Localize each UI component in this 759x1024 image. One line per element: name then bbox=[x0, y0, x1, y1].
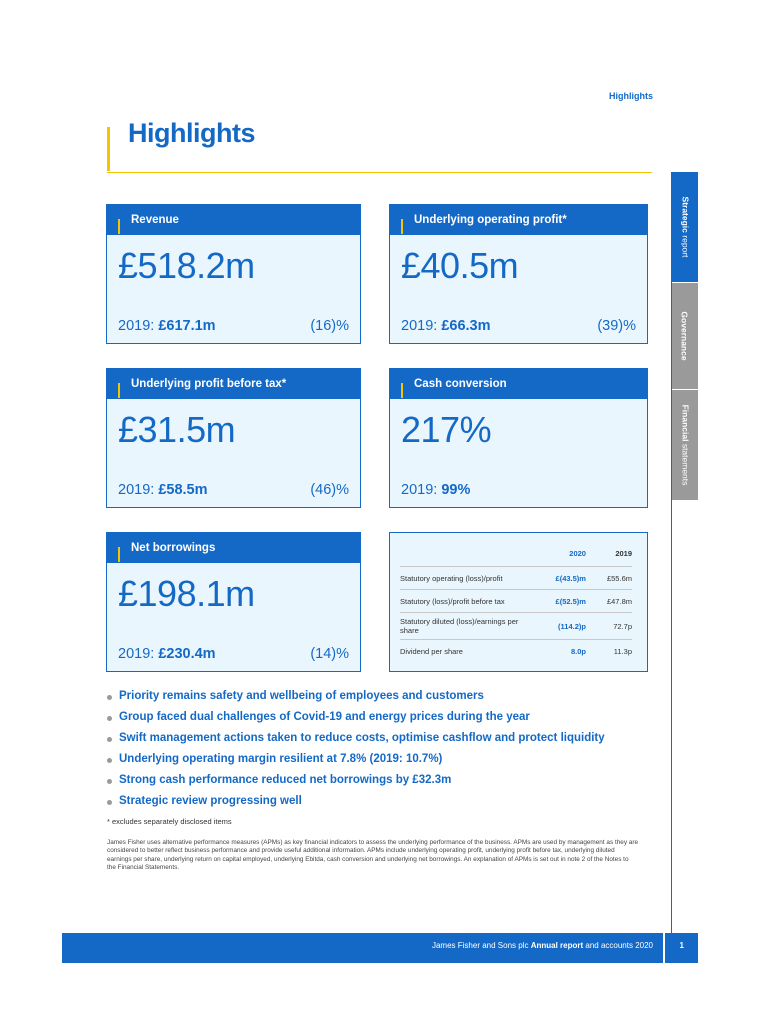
footer-company: James Fisher and Sons plc bbox=[431, 941, 531, 950]
prior-prefix: 2019: bbox=[118, 646, 159, 662]
kpi-label: Underlying operating profit* bbox=[414, 214, 567, 226]
kpi-change: (46)% bbox=[310, 482, 349, 498]
prior-value: £617.1m bbox=[158, 318, 216, 334]
table-row bbox=[400, 567, 632, 590]
kpi-card-cash-conversion bbox=[389, 368, 648, 508]
column-header-2019: 2019 bbox=[615, 549, 632, 558]
bullet-text: Strong cash performance reduced net borrowings by £32.3m bbox=[119, 774, 452, 786]
list-item bbox=[107, 711, 652, 732]
kpi-label: Underlying profit before tax* bbox=[131, 378, 287, 390]
kpi-prior-year bbox=[118, 318, 216, 334]
table-row bbox=[400, 613, 632, 640]
table-header-blank bbox=[400, 547, 530, 567]
bullet-text: Strategic review progressing well bbox=[119, 795, 302, 807]
row-label: Statutory diluted (loss)/earnings per share bbox=[400, 613, 530, 640]
prior-value: 99% bbox=[441, 482, 471, 498]
statutory-results-table bbox=[400, 547, 632, 662]
bullet-text: Priority remains safety and wellbeing of employees and customers bbox=[119, 690, 484, 702]
prior-prefix: 2019: bbox=[401, 318, 442, 334]
kpi-change: (14)% bbox=[310, 646, 349, 662]
kpi-card-header bbox=[390, 369, 647, 399]
row-value-2019: 72.7p bbox=[586, 613, 632, 640]
list-item bbox=[107, 753, 652, 774]
kpi-card-header bbox=[390, 205, 647, 235]
kpi-card-revenue bbox=[106, 204, 361, 344]
tab-governance-bold: Governance bbox=[680, 311, 691, 361]
title-accent-bar bbox=[107, 127, 110, 171]
page-title: Highlights bbox=[128, 118, 255, 148]
prior-value: £66.3m bbox=[441, 318, 491, 334]
page-number: 1 bbox=[679, 941, 684, 950]
footer-report-bold: Annual report bbox=[530, 941, 584, 950]
kpi-card-net-borrowings bbox=[106, 532, 361, 672]
row-value-2020: (114.2)p bbox=[530, 613, 586, 640]
footer-report-rest: and accounts 2020 bbox=[583, 941, 653, 950]
row-value-2019: 11.3p bbox=[586, 640, 632, 663]
kpi-label: Revenue bbox=[131, 214, 179, 226]
bullet-dot-icon bbox=[107, 779, 112, 784]
prior-prefix: 2019: bbox=[118, 318, 159, 334]
list-item bbox=[107, 774, 652, 795]
kpi-card-underlying-profit-before-tax bbox=[106, 368, 361, 508]
footer-divider bbox=[663, 933, 665, 963]
header-accent-bar bbox=[401, 383, 403, 398]
bullet-text: Underlying operating margin resilient at 7.8% (2019: 10.7%) bbox=[119, 753, 443, 765]
row-label: Statutory operating (loss)/profit bbox=[400, 567, 530, 590]
kpi-card-header bbox=[107, 533, 360, 563]
list-item bbox=[107, 732, 652, 753]
bullet-dot-icon bbox=[107, 758, 112, 763]
tab-governance[interactable] bbox=[672, 282, 698, 389]
tab-financial-bold: Financial bbox=[680, 404, 690, 442]
kpi-value: £518.2m bbox=[118, 245, 255, 286]
list-item bbox=[107, 690, 652, 711]
header-accent-bar bbox=[118, 219, 120, 234]
highlights-bullet-list bbox=[107, 690, 652, 816]
section-label: Highlights bbox=[609, 91, 653, 101]
column-header-2020: 2020 bbox=[569, 549, 586, 558]
row-value-2020: 8.0p bbox=[530, 640, 586, 663]
header-accent-bar bbox=[118, 383, 120, 398]
tab-financial-statements[interactable] bbox=[672, 389, 698, 500]
bullet-dot-icon bbox=[107, 716, 112, 721]
row-value-2020: £(52.5)m bbox=[530, 590, 586, 613]
tab-strategic-rest: report bbox=[680, 232, 691, 258]
header-accent-bar bbox=[118, 547, 120, 562]
kpi-prior-year bbox=[118, 482, 208, 498]
bullet-dot-icon bbox=[107, 800, 112, 805]
row-label: Statutory (loss)/profit before tax bbox=[400, 590, 530, 613]
kpi-label: Net borrowings bbox=[131, 542, 216, 554]
bullet-dot-icon bbox=[107, 737, 112, 742]
bullet-text: Swift management actions taken to reduce costs, optimise cashflow and protect liquidity bbox=[119, 732, 605, 744]
table-row bbox=[400, 640, 632, 663]
kpi-card-underlying-operating-profit bbox=[389, 204, 648, 344]
footnote: * excludes separately disclosed items bbox=[107, 817, 232, 826]
row-value-2019: £55.6m bbox=[586, 567, 632, 590]
kpi-change: (39)% bbox=[597, 318, 636, 334]
kpi-card-header bbox=[107, 205, 360, 235]
statutory-results-card bbox=[389, 532, 648, 672]
row-label: Dividend per share bbox=[400, 640, 530, 663]
table-header-row bbox=[400, 547, 632, 567]
kpi-card-header bbox=[107, 369, 360, 399]
kpi-value: £31.5m bbox=[118, 409, 236, 450]
prior-value: £230.4m bbox=[158, 646, 216, 662]
tab-strategic-bold: Strategic bbox=[680, 196, 691, 233]
tab-strategic-report[interactable] bbox=[672, 172, 698, 282]
kpi-change: (16)% bbox=[310, 318, 349, 334]
apm-explanation: James Fisher uses alternative performance measures (APMs) as key financial indicators to assess the underlying performance of the business. APMs are used by management as they are considered to better reflect business performance and provide useful additional information. APMs include underlying operating profit, underlying profit before tax, underlying diluted earnings per share, underlying return on capital employed, underlying Ebitda, cash conversion and underlying net borrowings. An explanation of APMs is set out in note 2 of the Notes to the Financial Statements. bbox=[107, 839, 639, 872]
page-footer bbox=[62, 933, 698, 963]
kpi-value: £198.1m bbox=[118, 573, 255, 614]
list-item bbox=[107, 795, 652, 816]
header-accent-bar bbox=[401, 219, 403, 234]
row-value-2019: £47.8m bbox=[586, 590, 632, 613]
kpi-prior-year bbox=[401, 482, 470, 498]
kpi-value: 217% bbox=[401, 409, 492, 450]
footer-publication bbox=[432, 941, 653, 950]
title-divider bbox=[107, 172, 652, 173]
tab-financial-rest: statements bbox=[680, 441, 690, 486]
kpi-prior-year bbox=[118, 646, 216, 662]
kpi-prior-year bbox=[401, 318, 491, 334]
prior-prefix: 2019: bbox=[118, 482, 159, 498]
kpi-label: Cash conversion bbox=[414, 378, 507, 390]
table-row bbox=[400, 590, 632, 613]
prior-value: £58.5m bbox=[158, 482, 208, 498]
kpi-value: £40.5m bbox=[401, 245, 519, 286]
prior-prefix: 2019: bbox=[401, 482, 442, 498]
row-value-2020: £(43.5)m bbox=[530, 567, 586, 590]
bullet-dot-icon bbox=[107, 695, 112, 700]
bullet-text: Group faced dual challenges of Covid-19 and energy prices during the year bbox=[119, 711, 530, 723]
